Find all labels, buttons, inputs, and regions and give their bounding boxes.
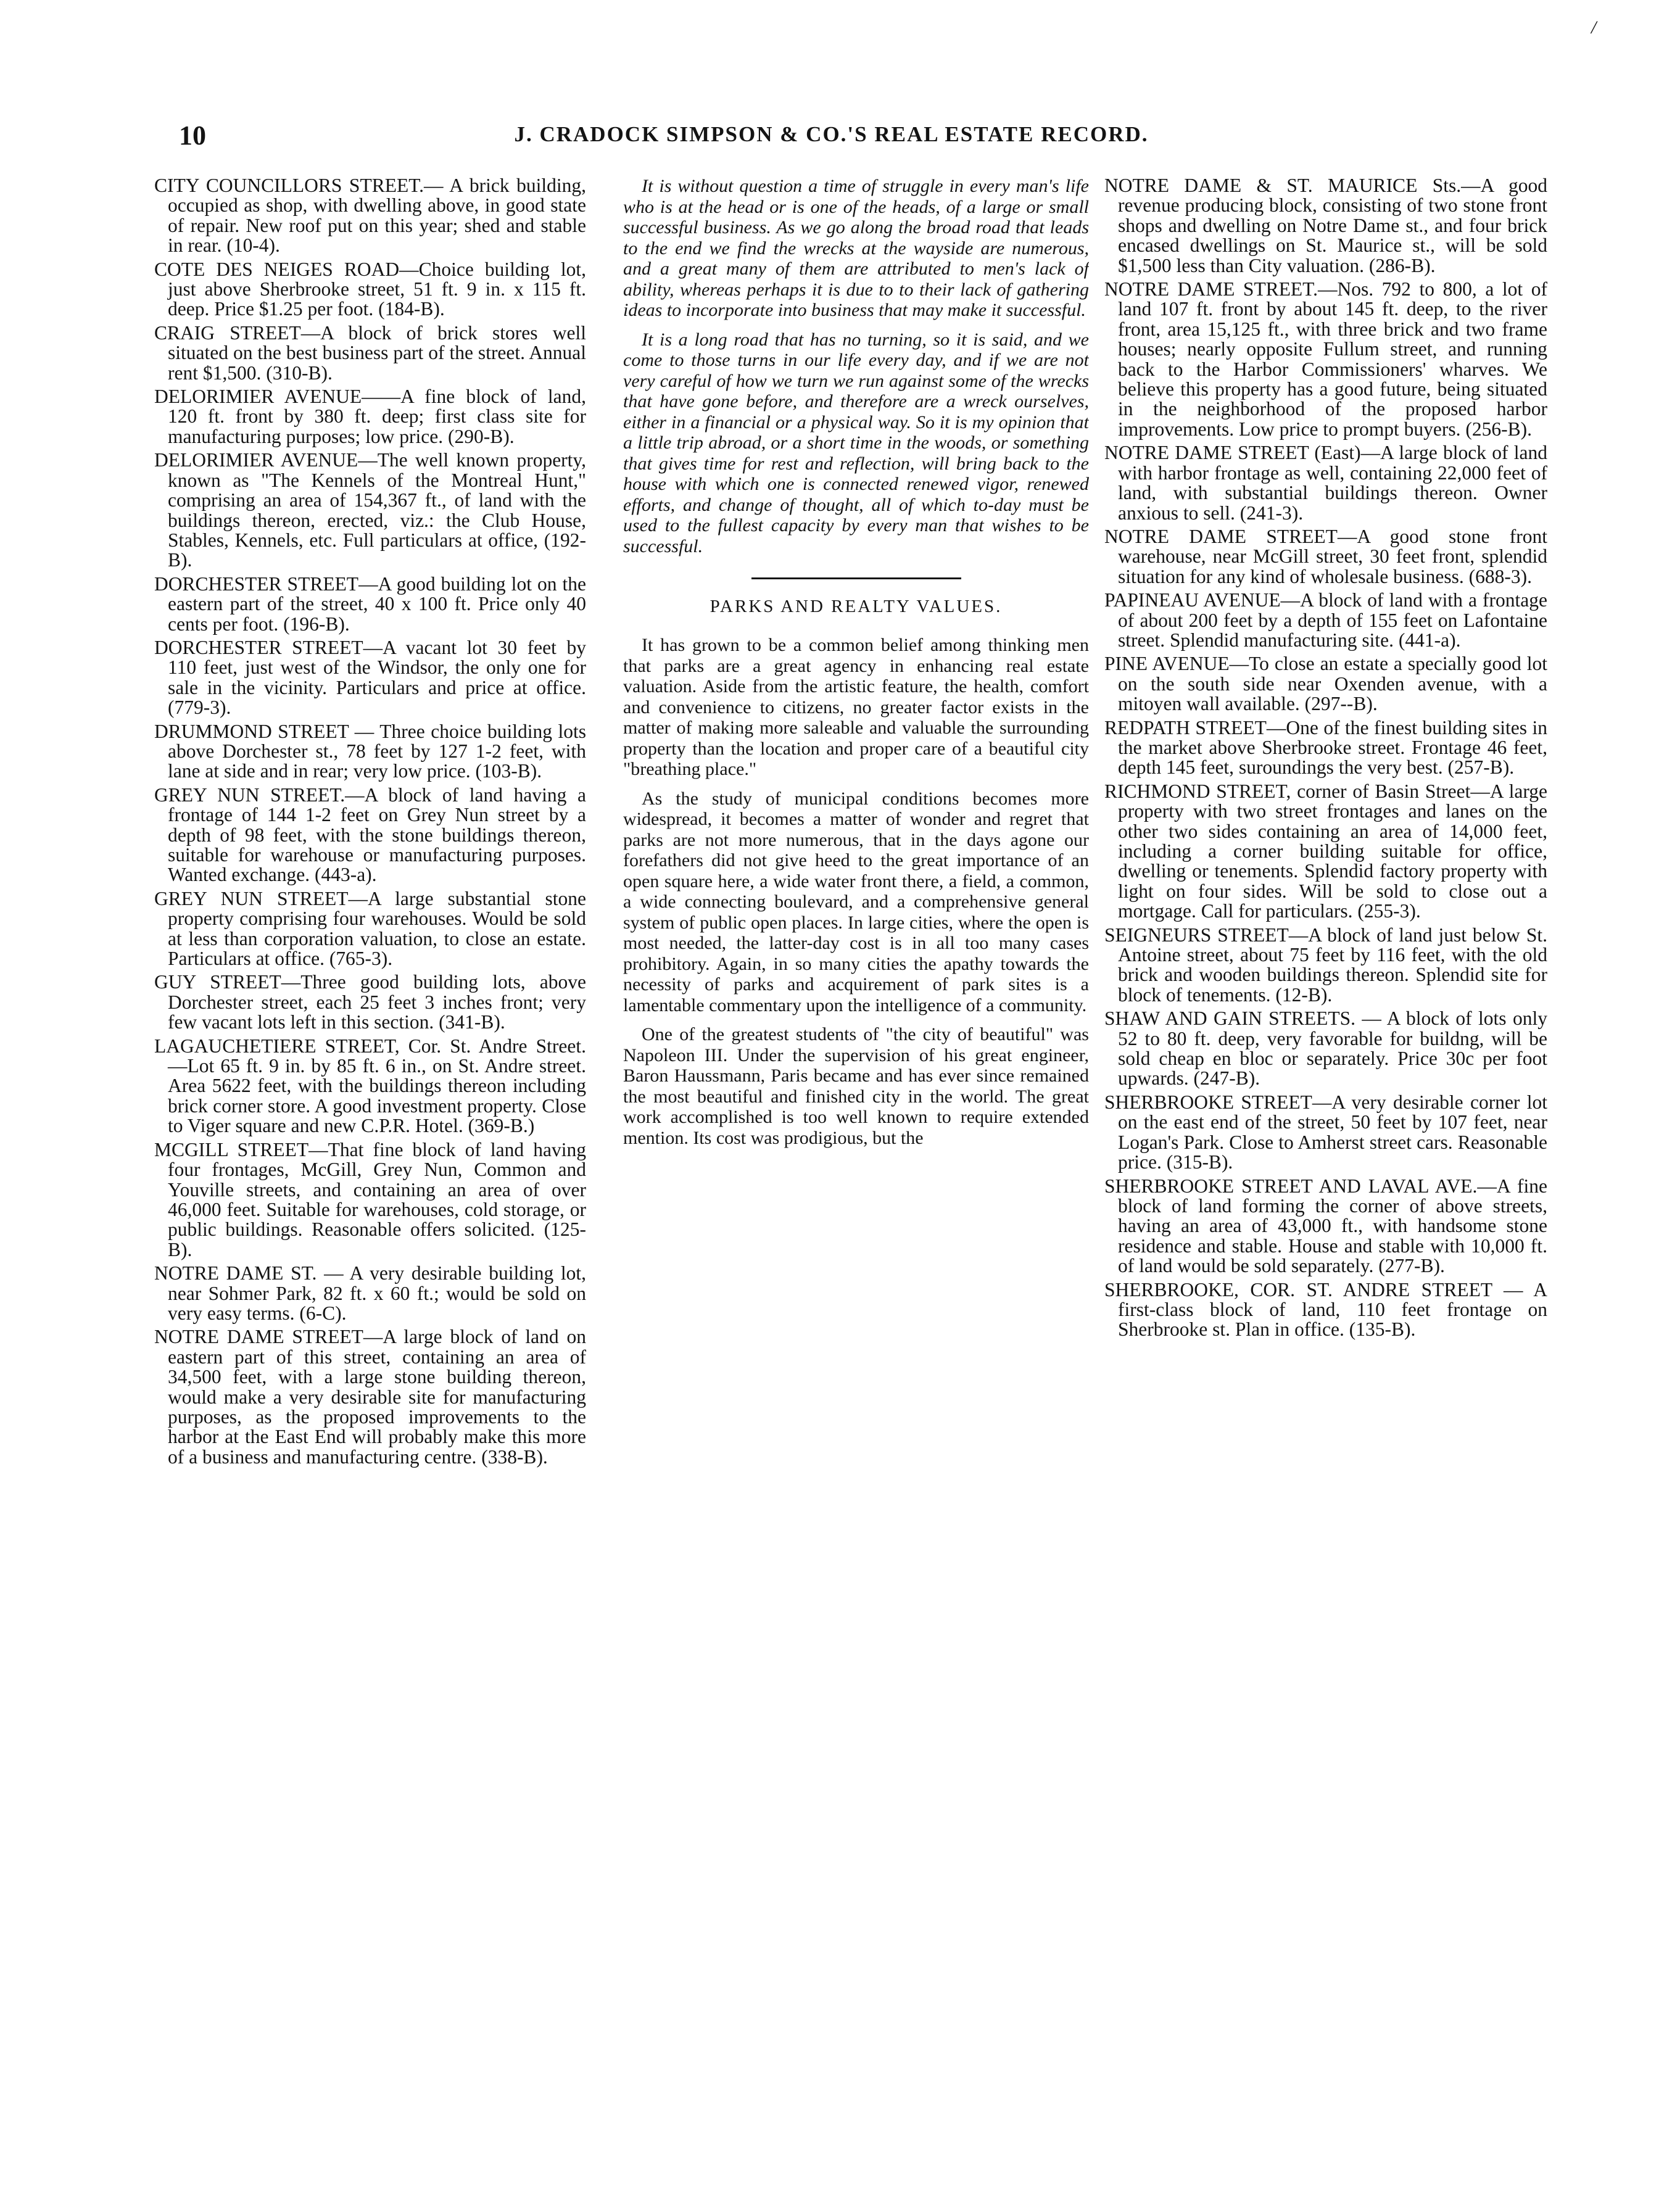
listing-entry xyxy=(154,722,586,782)
listing-entry xyxy=(154,450,586,570)
listing-description: —A good stone front warehouse, near McGill street, 30 feet front, splendid situation for any kind of wholesale business. (688-3). xyxy=(1118,525,1547,587)
listing-entry xyxy=(1104,782,1547,922)
listing-description: —One of the finest building sites in the market above Sherbrooke street. Frontage 46 feet, depth 145 feet, suroundings the very best. (257-B). xyxy=(1118,716,1547,779)
listing-entry xyxy=(1104,1009,1547,1089)
listing-description: —A very desirable corner lot on the east end of the street, 50 feet by 107 feet, near Logan's Park. Close to Amherst street cars. Reasonable price. (315-B). xyxy=(1118,1091,1547,1173)
listing-street: COTE DES NEIGES ROAD xyxy=(154,258,400,280)
listing-description: (East)—A large block of land with harbor frontage as well, containing 22,000 feet of land, with substantial buildings thereon. Owner anxious to sell. (241-3). xyxy=(1118,442,1547,524)
section-divider xyxy=(751,577,961,579)
listing-entry xyxy=(154,260,586,320)
listing-street: DORCHESTER STREET xyxy=(154,636,363,658)
listing-description: — A block of lots only 52 to 80 ft. deep, very favorable for buildng, will be sold cheap en bloc or separately. Price 30c per foot upwards. (247-B). xyxy=(1118,1007,1547,1090)
listing-street: SHAW AND GAIN STREETS. xyxy=(1104,1007,1356,1030)
listing-description: —A large substantial stone property comprising four warehouses. Would be sold at less than corporation valuation, to close an estate. Particulars at office. (765-3). xyxy=(168,887,586,970)
listing-street: DELORIMIER AVENUE xyxy=(154,386,362,408)
listing-description: —Choice building lot, just above Sherbrooke street, 51 ft. 9 in. x 115 ft. deep. Price $1.25 per foot. (184-B). xyxy=(168,258,586,320)
page-number: 10 xyxy=(179,120,206,151)
listing-entry xyxy=(1104,718,1547,778)
listing-entry xyxy=(1104,279,1547,439)
listing-street: DORCHESTER STREET xyxy=(154,573,359,595)
listing-entry xyxy=(154,574,586,634)
listing-entry xyxy=(1104,925,1547,1006)
listing-description: —A block of land with a frontage of about 200 feet by a depth of 155 feet on Lafontaine street. Splendid manufacturing site. (441-a). xyxy=(1118,589,1547,651)
listing-street: GREY NUN STREET xyxy=(154,887,349,909)
listing-entry xyxy=(1104,1280,1547,1340)
listing-street: CRAIG STREET xyxy=(154,321,301,344)
listing-street: NOTRE DAME ST. xyxy=(154,1262,317,1284)
listing-street: SHERBROOKE, COR. ST. ANDRE STREET xyxy=(1104,1278,1492,1301)
listing-entry xyxy=(154,972,586,1032)
listing-description: —A block of land just below St. Antoine street, about 75 feet by 116 feet, with the old brick and wooden buildings thereon. Splendid site for block of tenements. (12-B). xyxy=(1118,924,1547,1006)
listing-entry xyxy=(154,387,586,447)
listing-entry xyxy=(154,323,586,383)
listing-description: —A block of land having a frontage of 144 1-2 feet on Grey Nun street by a depth of 98 feet, with the stone buildings thereon, suitable for warehouse or manufacturing purposes. Wanted exchange. (443-a). xyxy=(168,784,586,886)
listing-street: NOTRE DAME STREET xyxy=(154,1326,363,1348)
listing-street: NOTRE DAME STREET. xyxy=(1104,278,1318,300)
section-title: PARKS AND REALTY VALUES. xyxy=(710,597,1003,616)
running-title: J. CRADOCK SIMPSON & CO.'S REAL ESTATE RECORD. xyxy=(514,122,1149,146)
listing-entry xyxy=(1104,1177,1547,1276)
listing-description: —A good building lot on the eastern part of the street, 40 x 100 ft. Price only 40 cents per foot. (196-B). xyxy=(168,573,586,635)
listing-description: —A block of brick stores well situated on the best business part of the street. Annual rent $1,500. (310-B). xyxy=(168,321,586,384)
listing-street: LAGAUCHETIERE STREET, xyxy=(154,1035,400,1057)
middle-column xyxy=(623,176,1089,2124)
listing-description: —A fine block of land forming the corner of above streets, having an area of 43,000 ft., with handsome stone residence and stable. House and stable with 10,000 ft. of land would be sold separately. (277-B). xyxy=(1118,1175,1547,1277)
listing-street: CITY COUNCILLORS STREET. xyxy=(154,176,424,196)
listing-street: SEIGNEURS STREET xyxy=(1104,924,1289,946)
listing-entry xyxy=(154,1327,586,1467)
listing-entry xyxy=(154,785,586,885)
listing-street: SHERBROOKE STREET xyxy=(1104,1091,1312,1113)
listing-description: ——A fine block of land, 120 ft. front by 380 ft. deep; first class site for manufacturing purposes; low price. (290-B). xyxy=(168,386,586,447)
listing-street: DRUMMOND STREET xyxy=(154,720,349,742)
paragraph: One of the greatest students of "the city of beautiful" was Napoleon III. Under the supervision of his great engineer, Baron Haussmann, Paris became and has ever since remained the most beautiful and finished city in the world. The great work accomplished is too well known to require extended mention. Its cost was prodigious, but the xyxy=(623,1024,1089,1148)
listing-entry xyxy=(1104,590,1547,650)
listing-entry xyxy=(1104,443,1547,523)
paragraph: As the study of municipal conditions becomes more widespread, it becomes a matter of wonder and regret that parks are not more numerous, that in the days agone our forefathers did not give heed to the great importance of an open square here, a wide water front there, a field, a common, a wide connecting boulevard, and a comprehensive general system of public open places. In large cities, where the open is most needed, the latter-day cost is in all too many cases prohibitory. Again, in so many cities the apathy towards the necessity of parks and acquirement of park sites is a lamentable commentary upon the intelligence of a community. xyxy=(623,788,1089,1015)
listing-street: MCGILL STREET xyxy=(154,1138,309,1160)
left-column xyxy=(154,176,586,2124)
listing-street: SHERBROOKE STREET AND LAVAL AVE. xyxy=(1104,1175,1478,1197)
listing-description: —The well known property, known as "The Kennels of the Montreal Hunt," comprising an area of 154,367 ft., of land with the buildings thereon, erected, viz.: the Club House, Stables, Kennels, etc. Full particulars at office, (192-B). xyxy=(168,449,586,571)
listing-description: —Three good building lots, above Dorchester street, each 25 feet 3 inches front; very few vacant lots left in this section. (341-B). xyxy=(168,971,586,1033)
corner-mark: / xyxy=(1591,17,1597,38)
listing-entry xyxy=(1104,527,1547,587)
paragraph: It is a long road that has no turning, so it is said, and we come to those turns in our life every day, and if we are not very careful of how we turn we run against some of the wrecks that have gone before, and therefore are a wreck ourselves, either in a financial or a physical way. So it is my opinion that a little trip abroad, or a short time in the woods, or something that gives time for rest and reflection, will bring back to the house with which one is connected renewed vigor, renewed efforts, and change of thought, all of which to-day must be used to the fullest capacity by every man that wishes to be successful. xyxy=(623,329,1089,556)
listing-description: —A large block of land on eastern part of this street, containing an area of 34,500 feet, with a large stone building thereon, would make a very desirable site for manufacturing purposes, as the proposed improvements to the harbor at the East End will probably make this more of a business and manufacturing centre. (338-B). xyxy=(168,1326,586,1468)
listing-description: — A first-class block of land, 110 feet frontage on Sherbrooke st. Plan in office. (135-B). xyxy=(1118,1278,1547,1341)
listing-entry xyxy=(154,638,586,718)
listing-description: — Three choice building lots above Dorchester st., 78 feet by 127 1-2 feet, with lane at side and in rear; very low price. (103-B). xyxy=(168,720,586,782)
listing-street: NOTRE DAME STREET xyxy=(1104,525,1338,547)
page-header xyxy=(154,111,1508,154)
listing-entry xyxy=(1104,176,1547,276)
listing-street: PAPINEAU AVENUE xyxy=(1104,589,1281,611)
listing-description: — A brick building, occupied as shop, with dwelling above, in good state of repair. New roof put on this year; shed and stable in rear. (10-4). xyxy=(168,176,586,257)
listing-description: —That fine block of land having four frontages, McGill, Grey Nun, Common and Youville streets, and containing an area of over 46,000 feet. Suitable for warehouses, cold storage, or public buildings. Reasonable offers solicited. (125-B). xyxy=(168,1138,586,1260)
listing-street: RICHMOND STREET, xyxy=(1104,780,1291,802)
editorial-intro xyxy=(623,176,1089,556)
listing-street: DELORIMIER AVENUE xyxy=(154,449,358,471)
listing-description: —To close an estate a specially good lot on the south side near Oxenden avenue, with a mitoyen wall available. (297--B). xyxy=(1118,653,1547,715)
listing-entry xyxy=(1104,654,1547,714)
listing-street: REDPATH STREET xyxy=(1104,716,1267,738)
listing-street: PINE AVENUE xyxy=(1104,653,1230,675)
listing-description: Sts.—A good revenue producing block, consisting of two stone front shops and dwelling on Notre Dame st., and four brick encased dwellings on St. Maurice st., will be sold $1,500 less than City valuation. (286-B). xyxy=(1118,176,1547,276)
listing-street: NOTRE DAME & ST. MAURICE xyxy=(1104,176,1418,196)
section-body xyxy=(623,635,1089,1148)
listing-entry xyxy=(154,889,586,969)
listing-entry xyxy=(154,1140,586,1260)
listing-street: NOTRE DAME STREET xyxy=(1104,442,1309,464)
listing-entry xyxy=(154,176,586,256)
listing-street: GUY STREET xyxy=(154,971,281,993)
listing-entry xyxy=(154,1264,586,1323)
paragraph: It is without question a time of struggle in every man's life who is at the head or is one of the heads, of a large or small successful business. As we go along the broad road that leads to the end we find the wrecks at the wayside are numerous, and a great many of them are attributed to men's lack of ability, whereas perhaps it is due to to their lack of gathering ideas to incorporate into business that may make it successful. xyxy=(623,176,1089,320)
listing-description: —A vacant lot 30 feet by 110 feet, just west of the Windsor, the only one for sale in the vicinity. Particulars and price at office. (779-3). xyxy=(168,636,586,719)
listing-entry xyxy=(1104,1093,1547,1173)
paragraph: It has grown to be a common belief among thinking men that parks are a great agency in enhancing real estate valuation. Aside from the artistic feature, the health, comfort and convenience to citizens, no greater factor exists in the matter of making more saleable and valuable the surrounding property than the location and proper care of a beautiful city "breathing place." xyxy=(623,635,1089,780)
listing-description: corner of Basin Street—A large property with two street frontages and lanes on the other two sides containing an area of 14,000 feet, including a corner building suitable for office, dwelling or tenements. Splendid factory property with light on four sides. Will be sold to close out a mortgage. Call for particulars. (255-3). xyxy=(1118,780,1547,922)
listing-street: GREY NUN STREET. xyxy=(154,784,346,806)
listing-description: —Nos. 792 to 800, a lot of land 107 ft. front by about 145 ft. deep, to the river front, area 15,125 ft., with three brick and two frame houses; nearly opposite Fullum street, and running back to the Harbor Commissioners' wharves. We believe this property has a good future, being situated in the neighborhood of the proposed harbor improvements. Low price to prompt buyers. (256-B). xyxy=(1118,278,1547,440)
listing-description: Cor. St. Andre Street.—Lot 65 ft. 9 in. by 85 ft. 6 in., on St. Andre street. Area 5622 feet, with the buildings thereon including brick corner store. A good investment property. Close to Viger square and new C.P.R. Hotel. (369-B.) xyxy=(168,1035,586,1137)
listing-entry xyxy=(154,1036,586,1136)
listing-description: — A very desirable building lot, near Sohmer Park, 82 ft. x 60 ft.; would be sold on very easy terms. (6-C). xyxy=(168,1262,586,1324)
right-column xyxy=(1104,176,1547,2124)
